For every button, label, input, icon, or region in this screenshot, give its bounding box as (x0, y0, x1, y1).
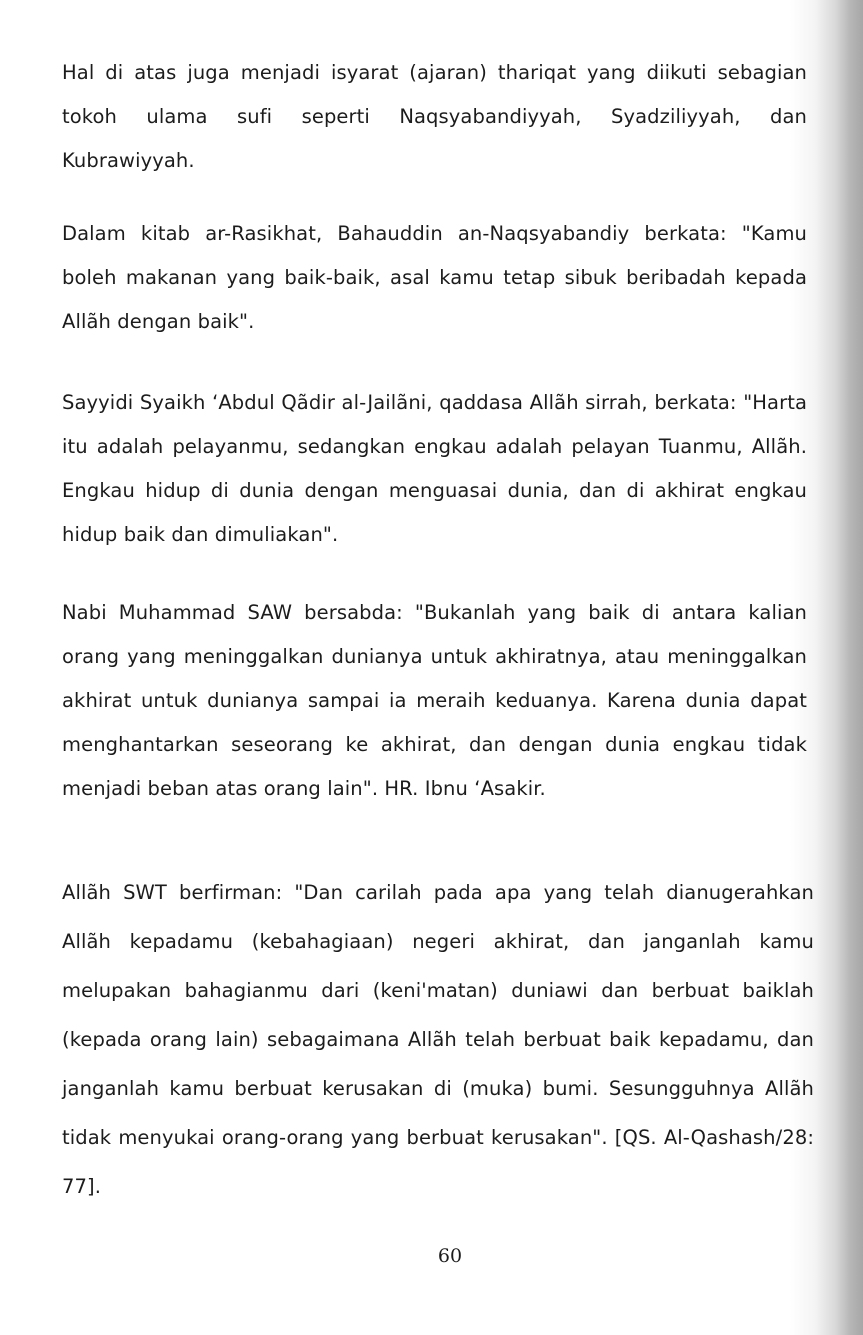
paragraph-quran-verse: Allãh SWT berfirman: "Dan carilah pada apa yang telah dianugerahkan Allãh kepadamu (kebahagiaan) negeri akhirat, dan janganlah kamu melupakan bahagianmu dari (keni'matan) duniawi dan berbuat baiklah (kepada orang lain) sebagaimana Allãh telah berbuat baik kepadamu, dan janganlah kamu berbuat kerusakan di (muka) bumi. Sesungguhnya Allãh tidak menyukai orang-orang yang berbuat kerusakan". [QS. Al-Qashash/28: 77]. (62, 881, 814, 1198)
page-number: 60 (437, 1245, 463, 1267)
paragraph-hadith: Nabi Muhammad SAW bersabda: "Bukanlah yang baik di antara kalian orang yang meninggalkan dunianya untuk akhiratnya, atau meninggalkan akhirat untuk dunianya sampai ia meraih keduanya. Karena dunia dapat menghantarkan seseorang ke akhirat, dan dengan dunia engkau tidak menjadi beban atas orang lain". HR. Ibnu ‘Asakir. (62, 601, 807, 800)
paragraph-abdul-qadir: Sayyidi Syaikh ‘Abdul Qãdir al-Jailãni, qaddasa Allãh sirrah, berkata: "Harta itu adalah pelayanmu, sedangkan engkau adalah pelayan Tuanmu, Allãh. Engkau hidup di dunia dengan menguasai dunia, dan di akhirat engkau hidup baik dan dimuliakan". (62, 391, 807, 546)
paragraph-rasikhat: Dalam kitab ar-Rasikhat, Bahauddin an-Naqsyabandiy berkata: "Kamu boleh makanan yang baik-baik, asal kamu tetap sibuk beribadah kepada Allãh dengan baik". (62, 222, 807, 333)
paragraph-tariqat: Hal di atas juga menjadi isyarat (ajaran) thariqat yang diikuti sebagian tokoh ulama sufi seperti Naqsyabandiyyah, Syadziliyyah, dan Kubrawiyyah. (62, 61, 807, 172)
